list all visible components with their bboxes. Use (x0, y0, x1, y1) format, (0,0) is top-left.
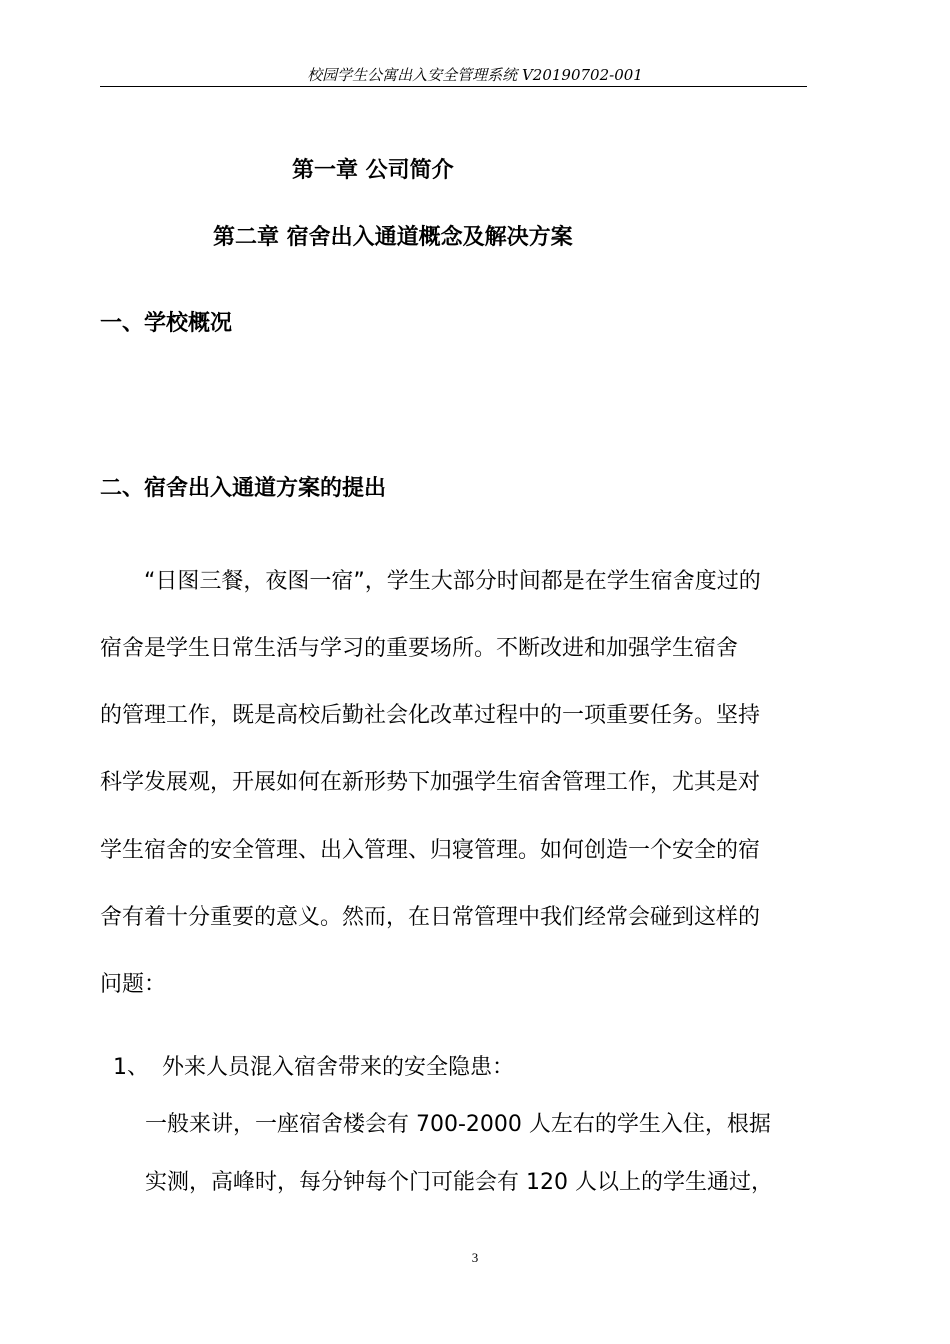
list-item-number: 1、 (113, 1055, 149, 1080)
section-1-heading: 一、学校概况 (100, 311, 233, 336)
paragraph-line: 学生宿舍的安全管理、出入管理、归寝管理。如何创造一个安全的宿 (100, 838, 761, 863)
list-item-title: 外来人员混入宿舍带来的安全隐患： (162, 1055, 515, 1080)
list-item-line: 一般来讲，一座宿舍楼会有 700-2000 人左右的学生入住，根据 (145, 1112, 771, 1137)
paragraph-line: 舍有着十分重要的意义。然而，在日常管理中我们经常会碰到这样的 (100, 905, 761, 930)
paragraph-line: “日图三餐，夜图一宿”，学生大部分时间都是在学生宿舍度过的 (144, 569, 761, 594)
page-number: 3 (471, 1250, 479, 1265)
list-item-line: 实测，高峰时，每分钟每个门可能会有 120 人以上的学生通过， (145, 1170, 773, 1195)
section-2-heading: 二、宿舍出入通道方案的提出 (100, 476, 387, 501)
chapter-2-heading: 第二章 宿舍出入通道概念及解决方案 (213, 225, 573, 250)
paragraph-line: 问题： (100, 972, 167, 997)
paragraph-line: 宿舍是学生日常生活与学习的重要场所。不断改进和加强学生宿舍 (100, 636, 739, 661)
paragraph-line: 科学发展观，开展如何在新形势下加强学生宿舍管理工作，尤其是对 (100, 770, 761, 795)
paragraph-line: 的管理工作，既是高校后勤社会化改革过程中的一项重要任务。坚持 (100, 703, 761, 728)
page-header-title: 校园学生公寓出入安全管理系统 V20190702-001 (307, 66, 643, 84)
chapter-1-heading: 第一章 公司简介 (292, 158, 454, 183)
header-rule (100, 86, 807, 87)
